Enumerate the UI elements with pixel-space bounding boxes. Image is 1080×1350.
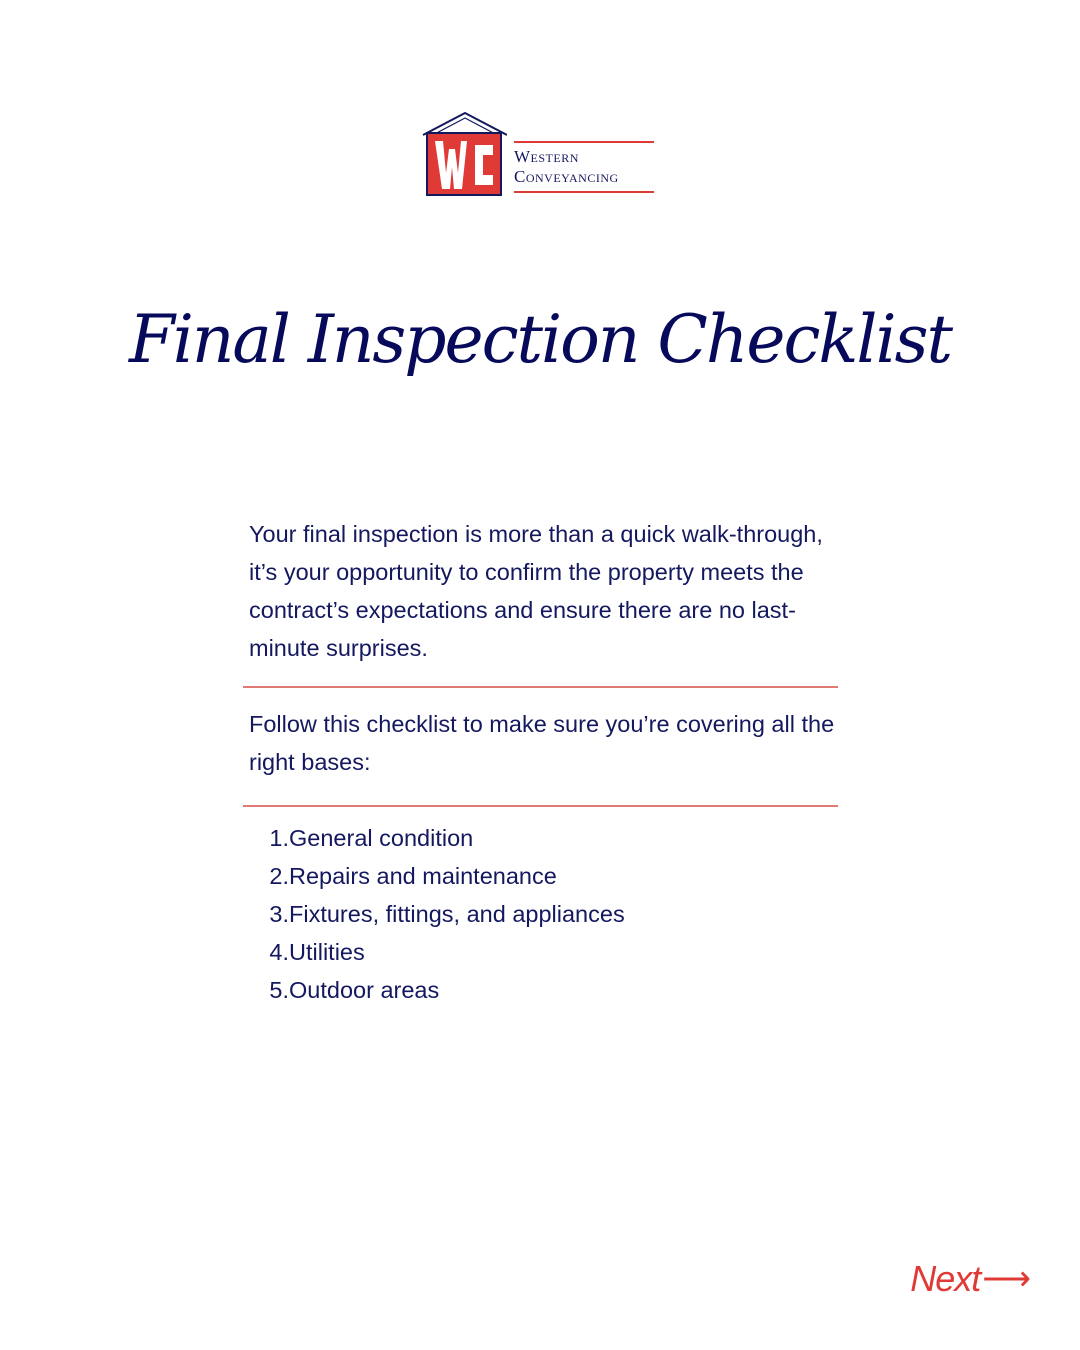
brand-name-line2: Conveyancing — [514, 167, 619, 186]
list-item-number: 3. — [269, 901, 289, 927]
arrow-right-icon: ⟶ — [982, 1260, 1030, 1298]
next-button[interactable] — [910, 1258, 1030, 1300]
list-item-number: 5. — [269, 977, 289, 1003]
list-item-text: Repairs and maintenance — [289, 863, 557, 889]
list-item — [266, 933, 625, 971]
list-item — [266, 895, 625, 933]
brand-name-line1: Western — [514, 147, 579, 166]
wordmark-bottom-rule — [514, 191, 654, 193]
intro-paragraph: Your final inspection is more than a quick walk-through, it’s your opportunity to confirm the property meets the contract’s expectations and ensure there are no last-minute surprises. — [249, 521, 823, 661]
brand-wordmark — [514, 141, 656, 201]
list-item-text: Fixtures, fittings, and appliances — [289, 901, 625, 927]
list-item — [266, 857, 625, 895]
list-item — [266, 819, 625, 857]
house-logo-icon — [421, 111, 507, 197]
follow-paragraph: Follow this checklist to make sure you’re covering all the right bases: — [249, 711, 835, 775]
list-item-text: Utilities — [289, 939, 365, 965]
page-title: Final Inspection Checklist — [128, 301, 952, 378]
list-item-number: 2. — [269, 863, 289, 889]
divider-top — [243, 686, 838, 688]
wordmark-top-rule — [514, 141, 654, 143]
list-item — [266, 971, 625, 1009]
list-item-text: General condition — [289, 825, 474, 851]
brand-logo — [421, 111, 657, 199]
divider-bottom — [243, 805, 838, 807]
checklist — [266, 819, 625, 1009]
list-item-text: Outdoor areas — [289, 977, 440, 1003]
list-item-number: 4. — [269, 939, 289, 965]
next-label: Next — [910, 1258, 981, 1299]
list-item-number: 1. — [269, 825, 289, 851]
